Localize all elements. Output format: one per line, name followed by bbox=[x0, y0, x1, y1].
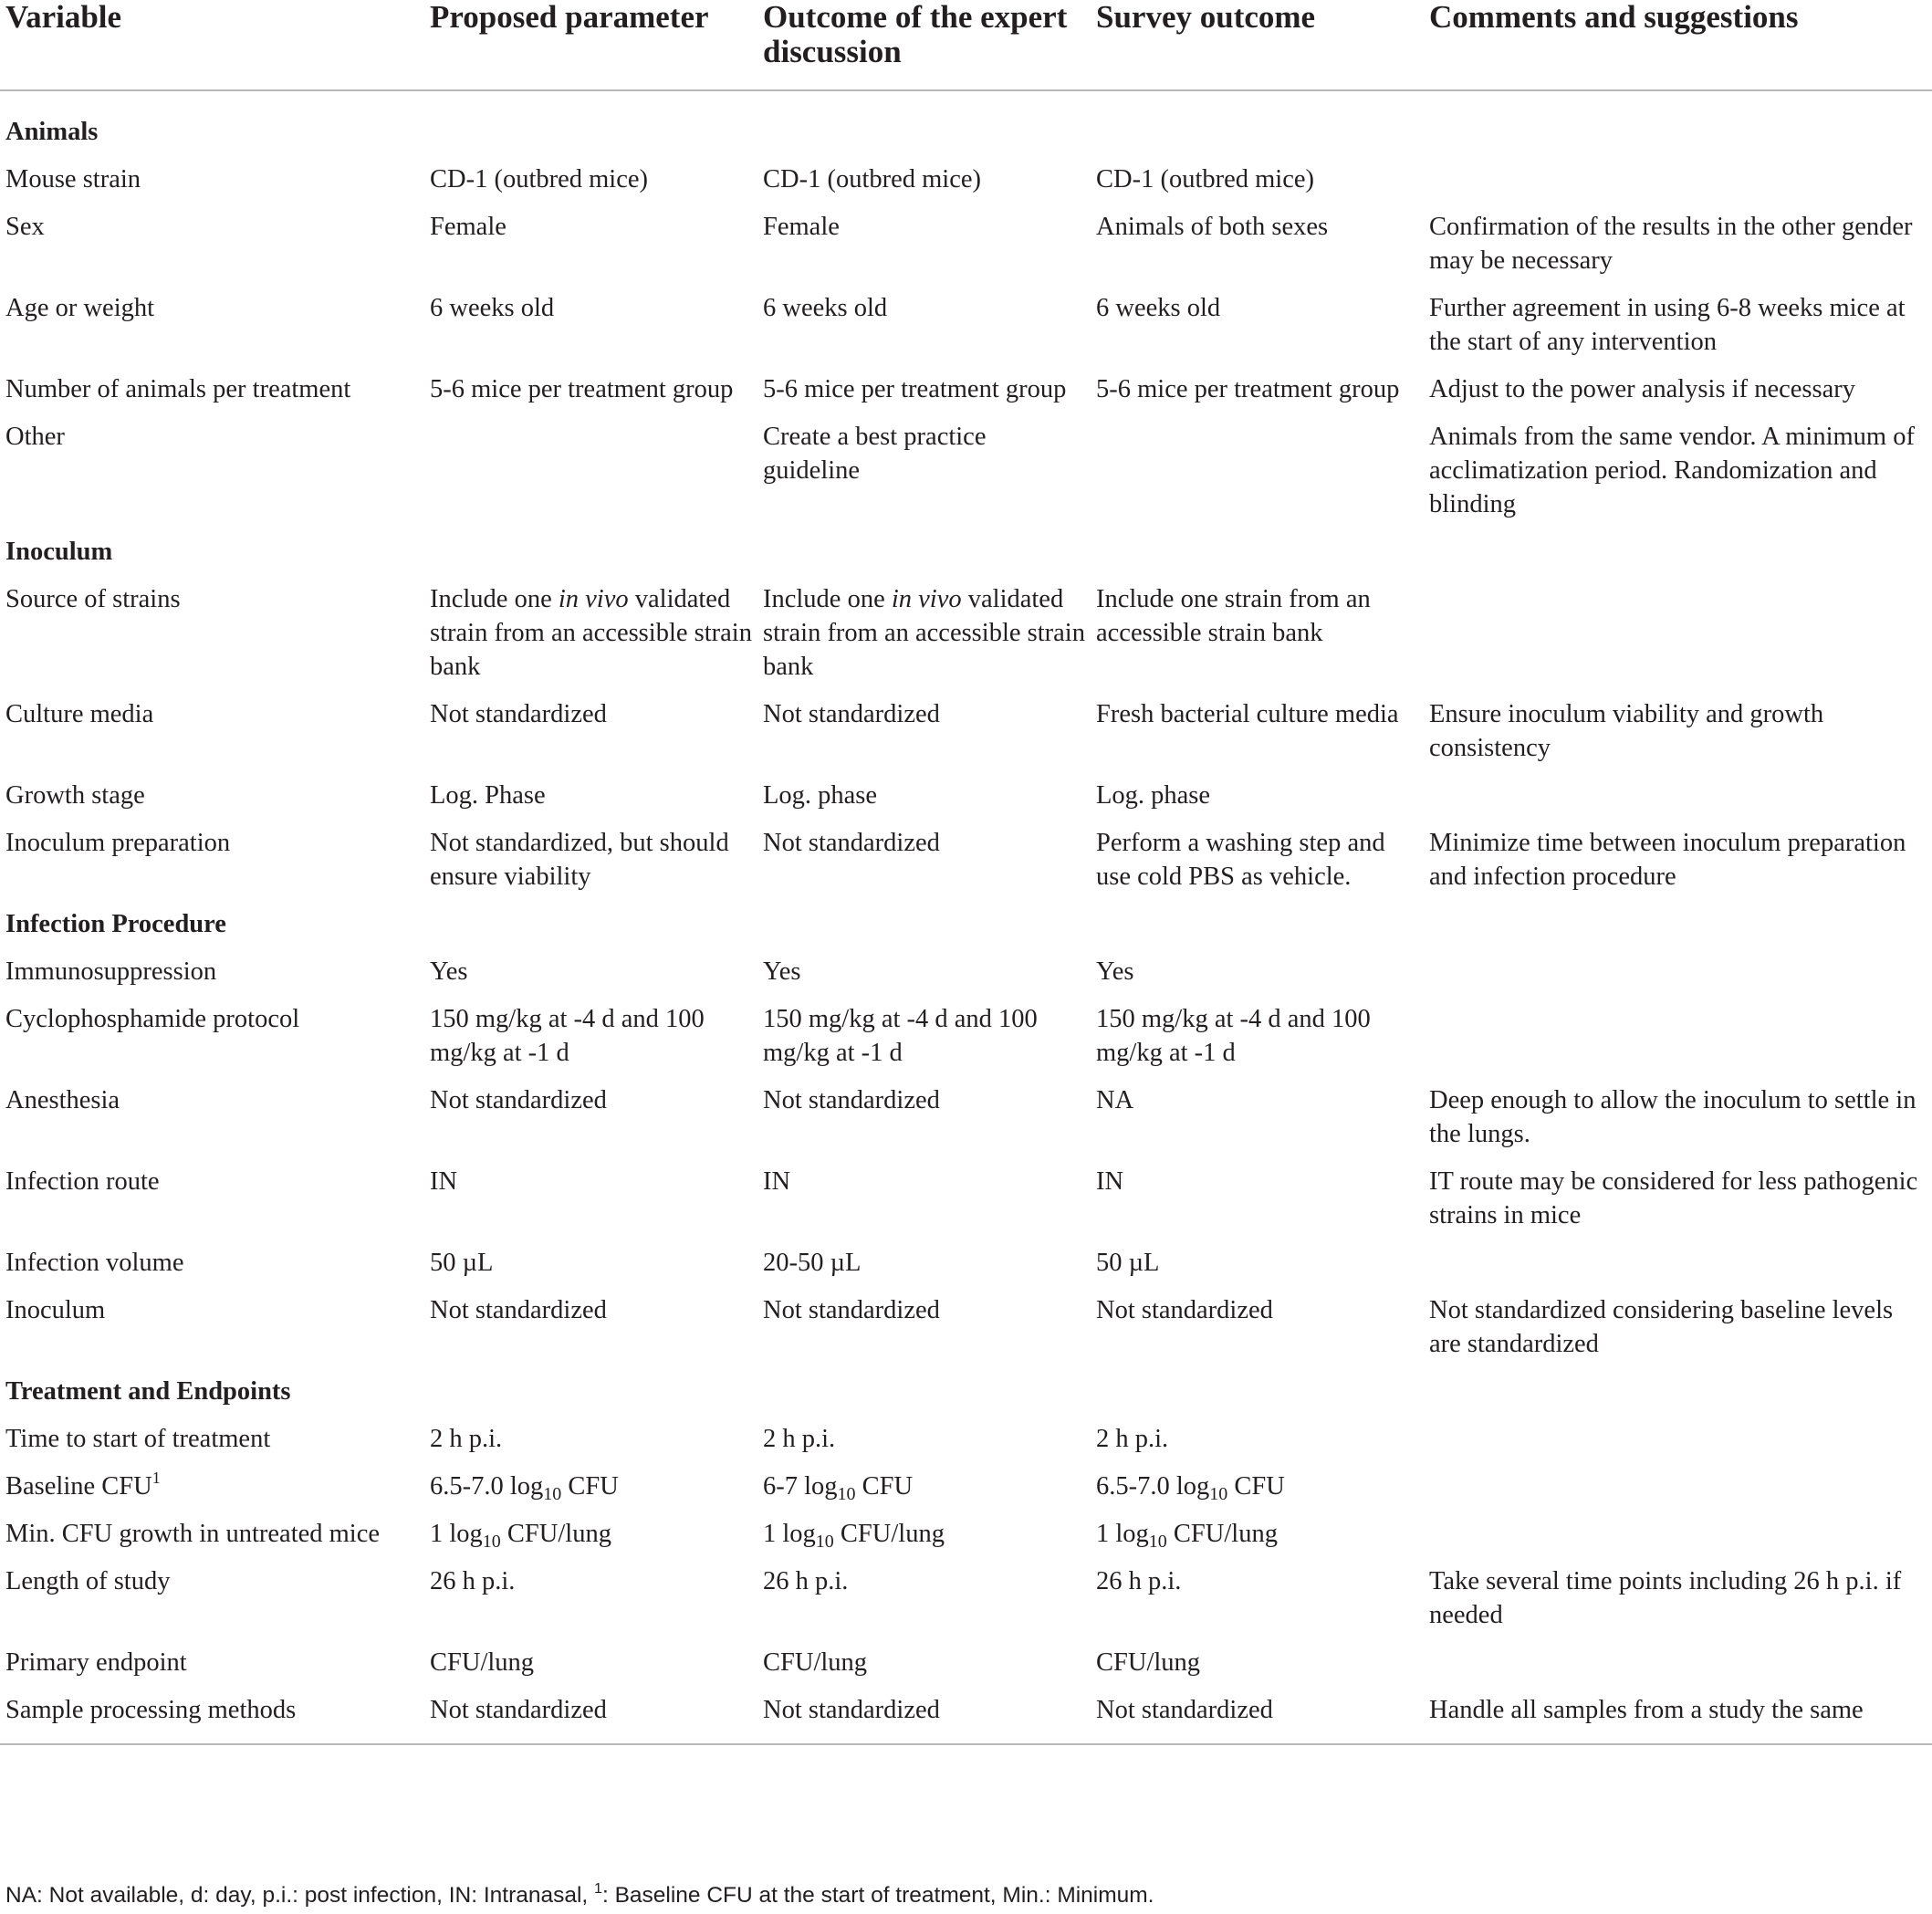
cell-survey: Not standardized bbox=[1096, 1296, 1273, 1324]
cell-survey bbox=[1091, 1517, 1424, 1564]
italic-text: in vivo bbox=[558, 585, 629, 613]
cell-comments: Not standardized considering baseline levels are standardized bbox=[1429, 1296, 1894, 1358]
cell-proposed: Yes bbox=[430, 957, 468, 986]
cell-comments bbox=[1424, 1646, 1932, 1693]
cell-comments: Ensure inoculum viability and growth consistency bbox=[1429, 700, 1824, 762]
cell-variable: Source of strains bbox=[5, 585, 181, 613]
cell-comments bbox=[1424, 1002, 1932, 1083]
cell-comments: IT route may be considered for less pathogenic strains in mice bbox=[1429, 1167, 1918, 1229]
text: Include one bbox=[430, 585, 559, 613]
text: CFU/lung bbox=[833, 1520, 945, 1548]
cell-variable: Mouse strain bbox=[5, 165, 141, 193]
cell-expert: Not standardized bbox=[763, 700, 940, 728]
cell-proposed: 2 h p.i. bbox=[430, 1425, 503, 1453]
cell-survey: NA bbox=[1096, 1086, 1134, 1114]
cell-survey: 5-6 mice per treatment group bbox=[1096, 375, 1400, 403]
cell-expert: CD-1 (outbred mice) bbox=[763, 165, 982, 193]
cell-variable: Time to start of treatment bbox=[5, 1425, 271, 1453]
section-row bbox=[0, 535, 1932, 582]
cell-survey bbox=[1091, 420, 1424, 535]
cell-survey: 26 h p.i. bbox=[1096, 1567, 1182, 1595]
cell-survey: Animals of both sexes bbox=[1096, 213, 1329, 241]
cell-variable: Immunosuppression bbox=[5, 957, 217, 986]
cell-survey: Log. phase bbox=[1096, 781, 1211, 810]
cell-expert: 5-6 mice per treatment group bbox=[763, 375, 1067, 403]
cell-variable: Cyclophosphamide protocol bbox=[5, 1005, 300, 1033]
subscript: 10 bbox=[837, 1484, 856, 1504]
header-comments: Comments and suggestions bbox=[1424, 0, 1932, 90]
cell-proposed: IN bbox=[430, 1167, 458, 1196]
table-row bbox=[0, 955, 1932, 1002]
cell-proposed: CD-1 (outbred mice) bbox=[430, 165, 649, 193]
cell-comments: Animals from the same vendor. A minimum of acclimatization period. Randomization and blinding bbox=[1429, 423, 1915, 518]
table-row bbox=[0, 826, 1932, 907]
cell-survey: CD-1 (outbred mice) bbox=[1096, 165, 1315, 193]
cell-expert: 150 mg/kg at -4 d and 100 mg/kg at -1 d bbox=[763, 1005, 1038, 1067]
table-row bbox=[0, 1517, 1932, 1564]
cell-proposed: 50 µL bbox=[430, 1249, 494, 1277]
cell-comments: Deep enough to allow the inoculum to settle in the lungs. bbox=[1429, 1086, 1916, 1148]
table-row bbox=[0, 1246, 1932, 1293]
cell-comments bbox=[1424, 1422, 1932, 1469]
cell-proposed: 5-6 mice per treatment group bbox=[430, 375, 734, 403]
cell-comments bbox=[1424, 779, 1932, 826]
cell-proposed: 26 h p.i. bbox=[430, 1567, 516, 1595]
cell-variable bbox=[0, 1469, 424, 1517]
cell-variable: Age or weight bbox=[5, 294, 155, 322]
cell-variable: Inoculum preparation bbox=[5, 829, 231, 857]
cell-comments bbox=[1424, 955, 1932, 1002]
cell-proposed: CFU/lung bbox=[430, 1648, 535, 1677]
cell-proposed: Log. Phase bbox=[430, 781, 546, 810]
cell-survey bbox=[1091, 1469, 1424, 1517]
text: 1 log bbox=[1096, 1520, 1149, 1548]
section-row bbox=[0, 90, 1932, 162]
text: Baseline CFU bbox=[5, 1472, 152, 1501]
cell-proposed bbox=[424, 420, 757, 535]
cell-variable: Sample processing methods bbox=[0, 1693, 424, 1744]
cell-variable: Other bbox=[5, 423, 65, 451]
cell-variable: Min. CFU growth in untreated mice bbox=[5, 1520, 381, 1548]
subscript: 10 bbox=[482, 1532, 501, 1552]
cell-expert: Yes bbox=[763, 957, 801, 986]
footnote-text: NA: Not available, d: day, p.i.: post infection, IN: Intranasal, bbox=[5, 1883, 595, 1908]
subscript: 10 bbox=[815, 1532, 834, 1552]
cell-proposed: Female bbox=[430, 213, 506, 241]
cell-survey: 6 weeks old bbox=[1096, 294, 1221, 322]
text: CFU bbox=[855, 1472, 914, 1501]
cell-survey: Not standardized bbox=[1091, 1693, 1424, 1744]
text: validated strain from an accessible strain bank bbox=[430, 585, 752, 681]
section-title: Infection Procedure bbox=[5, 910, 226, 938]
table-body bbox=[0, 90, 1932, 1744]
text: CFU/lung bbox=[1166, 1520, 1278, 1548]
table-row bbox=[0, 372, 1932, 420]
section-title: Inoculum bbox=[5, 538, 113, 566]
cell-comments: Take several time points including 26 h p.i. if needed bbox=[1429, 1567, 1902, 1629]
cell-proposed: Not standardized bbox=[430, 1296, 607, 1324]
text: CFU bbox=[561, 1472, 619, 1501]
footnote-text: : Baseline CFU at the start of treatment, Min.: Minimum. bbox=[601, 1883, 1154, 1908]
cell-survey: IN bbox=[1096, 1167, 1124, 1196]
table-row bbox=[0, 582, 1932, 697]
text: 6-7 log bbox=[763, 1472, 838, 1501]
header-expert: Outcome of the expert discussion bbox=[757, 0, 1091, 90]
cell-survey: 150 mg/kg at -4 d and 100 mg/kg at -1 d bbox=[1096, 1005, 1371, 1067]
table-footnote bbox=[5, 1882, 1922, 1909]
italic-text: in vivo bbox=[891, 585, 962, 613]
cell-comments bbox=[1424, 582, 1932, 697]
cell-survey: Perform a washing step and use cold PBS as vehicle. bbox=[1096, 829, 1385, 891]
section-row bbox=[0, 1375, 1932, 1422]
text: 1 log bbox=[430, 1520, 483, 1548]
section-row bbox=[0, 907, 1932, 955]
cell-expert: 26 h p.i. bbox=[763, 1567, 849, 1595]
table-row bbox=[0, 1165, 1932, 1246]
cell-variable: Primary endpoint bbox=[5, 1648, 187, 1677]
cell-proposed: 6 weeks old bbox=[430, 294, 555, 322]
cell-expert: Not standardized bbox=[763, 1296, 940, 1324]
cell-expert: CFU/lung bbox=[763, 1648, 868, 1677]
cell-variable: Length of study bbox=[5, 1567, 171, 1595]
cell-comments: Confirmation of the results in the other gender may be necessary bbox=[1429, 213, 1913, 275]
table-row bbox=[0, 1469, 1932, 1517]
cell-proposed bbox=[424, 582, 757, 697]
table-row bbox=[0, 210, 1932, 291]
table-row bbox=[0, 697, 1932, 779]
cell-proposed bbox=[424, 1517, 757, 1564]
cell-survey: 2 h p.i. bbox=[1096, 1425, 1169, 1453]
cell-comments bbox=[1424, 1246, 1932, 1293]
cell-proposed: 150 mg/kg at -4 d and 100 mg/kg at -1 d bbox=[430, 1005, 705, 1067]
cell-survey: Fresh bacterial culture media bbox=[1096, 700, 1399, 728]
table-row bbox=[0, 1083, 1932, 1165]
superscript: 1 bbox=[151, 1469, 161, 1487]
text: CFU bbox=[1227, 1472, 1285, 1501]
cell-variable: Anesthesia bbox=[5, 1086, 120, 1114]
cell-variable: Infection route bbox=[5, 1167, 160, 1196]
cell-comments bbox=[1424, 1517, 1932, 1564]
text: 6.5-7.0 log bbox=[430, 1472, 544, 1501]
text: 1 log bbox=[763, 1520, 816, 1548]
cell-expert: Not standardized bbox=[757, 1693, 1091, 1744]
cell-proposed: Not standardized bbox=[430, 700, 607, 728]
cell-comments bbox=[1424, 162, 1932, 210]
cell-expert: Female bbox=[763, 213, 840, 241]
cell-variable: Infection volume bbox=[5, 1249, 184, 1277]
cell-comments bbox=[1424, 1469, 1932, 1517]
text: CFU/lung bbox=[500, 1520, 611, 1548]
cell-variable: Sex bbox=[5, 213, 45, 241]
cell-expert: 20-50 µL bbox=[763, 1249, 862, 1277]
text: 6.5-7.0 log bbox=[1096, 1472, 1210, 1501]
cell-expert: 6 weeks old bbox=[763, 294, 888, 322]
cell-comments: Handle all samples from a study the same bbox=[1424, 1693, 1932, 1744]
header-row bbox=[0, 0, 1932, 90]
cell-proposed bbox=[424, 1469, 757, 1517]
cell-expert: Log. phase bbox=[763, 781, 878, 810]
table-row bbox=[0, 779, 1932, 826]
cell-expert bbox=[757, 582, 1091, 697]
header-survey: Survey outcome bbox=[1091, 0, 1424, 90]
table-row bbox=[0, 1646, 1932, 1693]
cell-survey: Include one strain from an accessible strain bank bbox=[1096, 585, 1371, 647]
table-row bbox=[0, 162, 1932, 210]
cell-variable: Growth stage bbox=[5, 781, 145, 810]
cell-comments: Adjust to the power analysis if necessary bbox=[1429, 375, 1855, 403]
footnote-superscript: 1 bbox=[594, 1881, 602, 1897]
cell-variable: Culture media bbox=[5, 700, 154, 728]
cell-variable: Number of animals per treatment bbox=[5, 375, 351, 403]
table-row bbox=[0, 1693, 1932, 1744]
table-row bbox=[0, 1293, 1932, 1375]
cell-proposed: Not standardized, but should ensure viability bbox=[430, 829, 729, 891]
cell-expert: 2 h p.i. bbox=[763, 1425, 836, 1453]
table-row bbox=[0, 1002, 1932, 1083]
section-title: Treatment and Endpoints bbox=[5, 1377, 291, 1406]
subscript: 10 bbox=[1209, 1484, 1228, 1504]
table-header bbox=[0, 0, 1932, 90]
subscript: 10 bbox=[543, 1484, 562, 1504]
cell-comments: Further agreement in using 6-8 weeks mice at the start of any intervention bbox=[1429, 294, 1906, 356]
cell-expert: Not standardized bbox=[763, 1086, 940, 1114]
text: Include one bbox=[763, 585, 892, 613]
table-row bbox=[0, 1564, 1932, 1646]
subscript: 10 bbox=[1148, 1532, 1167, 1552]
header-variable: Variable bbox=[0, 0, 424, 90]
cell-survey: Yes bbox=[1096, 957, 1134, 986]
cell-variable: Inoculum bbox=[5, 1296, 106, 1324]
section-title: Animals bbox=[5, 118, 99, 146]
cell-survey: 50 µL bbox=[1096, 1249, 1160, 1277]
table-row bbox=[0, 291, 1932, 372]
cell-expert: Not standardized bbox=[763, 829, 940, 857]
cell-proposed: Not standardized bbox=[430, 1086, 607, 1114]
cell-proposed: Not standardized bbox=[424, 1693, 757, 1744]
table-row bbox=[0, 1422, 1932, 1469]
cell-expert: Create a best practice guideline bbox=[763, 423, 987, 485]
cell-survey: CFU/lung bbox=[1096, 1648, 1201, 1677]
header-proposed: Proposed parameter bbox=[424, 0, 757, 90]
cell-expert bbox=[757, 1469, 1091, 1517]
text: validated strain from an accessible strain bank bbox=[763, 585, 1085, 681]
cell-expert bbox=[757, 1517, 1091, 1564]
table-row bbox=[0, 420, 1932, 535]
cell-expert: IN bbox=[763, 1167, 791, 1196]
cell-comments: Minimize time between inoculum preparation and infection procedure bbox=[1429, 829, 1906, 891]
